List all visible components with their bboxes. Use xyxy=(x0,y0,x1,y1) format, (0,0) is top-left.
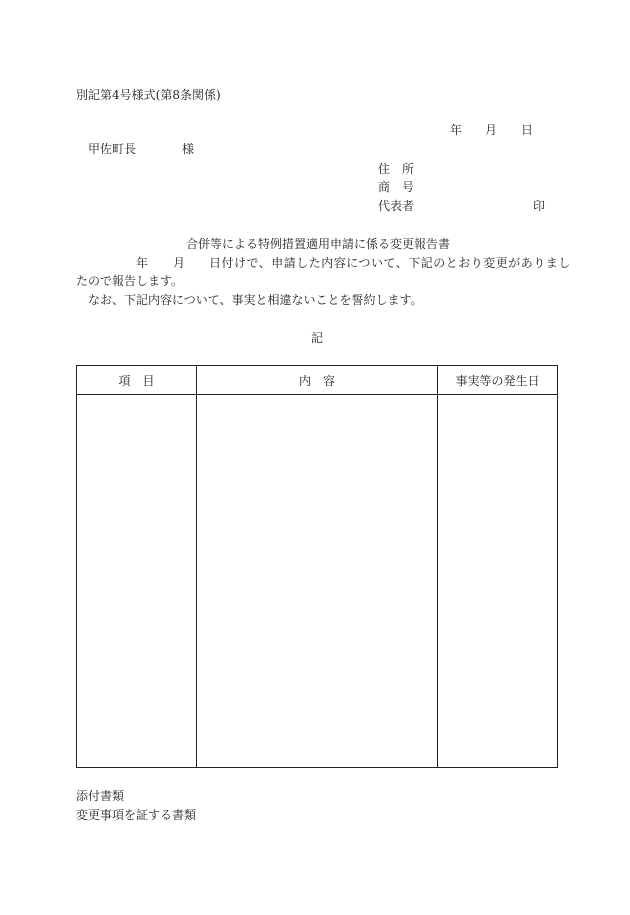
body-line-3: なお、下記内容について、事実と相違ないことを誓約します。 xyxy=(88,293,423,307)
attachments-item: 変更事項を証する書類 xyxy=(76,808,197,822)
form-code: 別記第4号様式(第8条関係) xyxy=(76,88,221,102)
applicant-address-label: 住 所 xyxy=(378,162,415,176)
date-month-label: 月 xyxy=(485,123,498,137)
body-date-year: 年 xyxy=(136,256,149,270)
cell-occurrence-date[interactable] xyxy=(438,395,558,768)
body-line-2: たので報告します。 xyxy=(76,274,184,288)
header-item: 項 目 xyxy=(77,366,197,395)
cell-item[interactable] xyxy=(77,395,197,768)
attachments-heading: 添付書類 xyxy=(76,789,125,803)
change-record-table xyxy=(76,365,558,768)
body-date-month: 月 xyxy=(173,256,186,270)
body-line-1: 日付けで、申請した内容について、下記のとおり変更がありまし xyxy=(209,256,571,270)
applicant-trade-name-label: 商 号 xyxy=(378,180,415,194)
ki-label: 記 xyxy=(311,331,324,345)
cell-content[interactable] xyxy=(197,395,438,768)
seal-label: 印 xyxy=(533,199,546,213)
addressee-honorific: 様 xyxy=(182,142,195,156)
addressee-name: 甲佐町長 xyxy=(88,142,137,156)
header-occurrence-date: 事実等の発生日 xyxy=(438,366,558,395)
header-content: 内 容 xyxy=(197,366,438,395)
date-year-label: 年 xyxy=(450,123,463,137)
applicant-representative-label: 代表者 xyxy=(378,199,415,213)
date-day-label: 日 xyxy=(521,123,534,137)
document-title: 合併等による特例措置適用申請に係る変更報告書 xyxy=(186,237,451,251)
